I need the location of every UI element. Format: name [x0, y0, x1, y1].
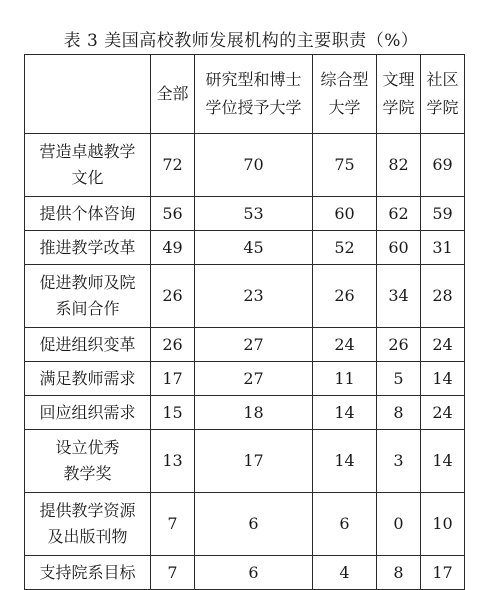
table-caption: 表 3 美国高校教师发展机构的主要职责（%） [63, 31, 419, 51]
row-label-cell [25, 430, 151, 493]
value-cell: 27 [195, 328, 313, 362]
value-cell: 17 [421, 556, 465, 590]
value-cell: 15 [151, 396, 195, 430]
value-cell: 14 [313, 396, 377, 430]
row-label-cell [25, 362, 151, 396]
value-cell: 7 [151, 556, 195, 590]
value-cell: 26 [151, 328, 195, 362]
value-cell: 0 [377, 493, 421, 556]
value-cell: 23 [195, 265, 313, 328]
header-cell-liberal-arts [377, 55, 421, 134]
value-cell: 24 [421, 396, 465, 430]
table-row [25, 134, 465, 197]
table-row [25, 231, 465, 265]
row-label-line: 支持院系目标 [39, 562, 136, 582]
row-label-line: 系间合作 [55, 299, 120, 318]
value-cell: 56 [151, 197, 195, 231]
header-cell-empty [25, 55, 151, 134]
table-row [25, 362, 465, 396]
value-cell: 10 [421, 493, 465, 556]
value-cell: 34 [377, 265, 421, 328]
row-label-line: 营造卓越教学 [39, 142, 136, 161]
header-cell-community [421, 55, 465, 134]
row-label-line: 教学奖 [63, 464, 112, 483]
header-cell-all: 全部 [151, 55, 195, 134]
value-cell: 60 [377, 231, 421, 265]
value-cell: 3 [377, 430, 421, 493]
value-cell: 28 [421, 265, 465, 328]
value-cell: 14 [421, 430, 465, 493]
value-cell: 4 [313, 556, 377, 590]
header-line: 学院 [382, 98, 415, 117]
value-cell: 49 [151, 231, 195, 265]
header-line: 研究型和博士 [205, 70, 302, 89]
responsibilities-table [24, 54, 465, 590]
value-cell: 31 [421, 231, 465, 265]
value-cell: 27 [195, 362, 313, 396]
value-cell: 7 [151, 493, 195, 556]
header-line: 文理 [382, 70, 415, 89]
row-label-cell [25, 556, 151, 590]
value-cell: 17 [195, 430, 313, 493]
table-container [24, 54, 465, 590]
value-cell: 52 [313, 231, 377, 265]
value-cell: 26 [151, 265, 195, 328]
row-label-line: 及出版刊物 [47, 527, 128, 546]
table-row [25, 265, 465, 328]
value-cell: 6 [195, 493, 313, 556]
value-cell: 26 [313, 265, 377, 328]
value-cell: 45 [195, 231, 313, 265]
row-label-cell [25, 328, 151, 362]
value-cell: 82 [377, 134, 421, 197]
row-label-line: 提供教学资源 [39, 501, 136, 520]
value-cell: 75 [313, 134, 377, 197]
row-label-cell [25, 231, 151, 265]
value-cell: 18 [195, 396, 313, 430]
value-cell: 5 [377, 362, 421, 396]
row-label-cell [25, 197, 151, 231]
value-cell: 6 [313, 493, 377, 556]
header-line: 社区 [426, 70, 459, 89]
value-cell: 17 [151, 362, 195, 396]
header-line: 学位授予大学 [205, 98, 302, 117]
table-row [25, 430, 465, 493]
table-row [25, 396, 465, 430]
value-cell: 53 [195, 197, 313, 231]
value-cell: 60 [313, 197, 377, 231]
header-line: 大学 [328, 98, 361, 117]
row-label-cell [25, 493, 151, 556]
value-cell: 70 [195, 134, 313, 197]
row-label-line: 设立优秀 [55, 438, 120, 457]
value-cell: 11 [313, 362, 377, 396]
header-line: 学院 [426, 98, 459, 117]
value-cell: 6 [195, 556, 313, 590]
value-cell: 8 [377, 556, 421, 590]
row-label-line: 推进教学改革 [39, 237, 136, 257]
value-cell: 24 [421, 328, 465, 362]
row-label-cell [25, 265, 151, 328]
table-row [25, 197, 465, 231]
header-line: 综合型 [320, 70, 369, 89]
header-cell-comprehensive [313, 55, 377, 134]
header-row [25, 55, 465, 134]
row-label-cell [25, 134, 151, 197]
value-cell: 69 [421, 134, 465, 197]
value-cell: 14 [421, 362, 465, 396]
row-label-line: 满足教师需求 [39, 368, 136, 388]
table-body [25, 134, 465, 590]
value-cell: 62 [377, 197, 421, 231]
row-label-line: 促进组织变革 [39, 334, 136, 354]
value-cell: 13 [151, 430, 195, 493]
value-cell: 8 [377, 396, 421, 430]
row-label-line: 文化 [71, 168, 104, 187]
value-cell: 72 [151, 134, 195, 197]
table-row [25, 493, 465, 556]
table-row [25, 556, 465, 590]
row-label-cell [25, 396, 151, 430]
table-row [25, 328, 465, 362]
row-label-line: 回应组织需求 [39, 402, 136, 422]
row-label-line: 促进教师及院 [39, 273, 136, 292]
value-cell: 59 [421, 197, 465, 231]
header-cell-research [195, 55, 313, 134]
row-label-line: 提供个体咨询 [39, 203, 136, 223]
value-cell: 14 [313, 430, 377, 493]
value-cell: 26 [377, 328, 421, 362]
value-cell: 24 [313, 328, 377, 362]
